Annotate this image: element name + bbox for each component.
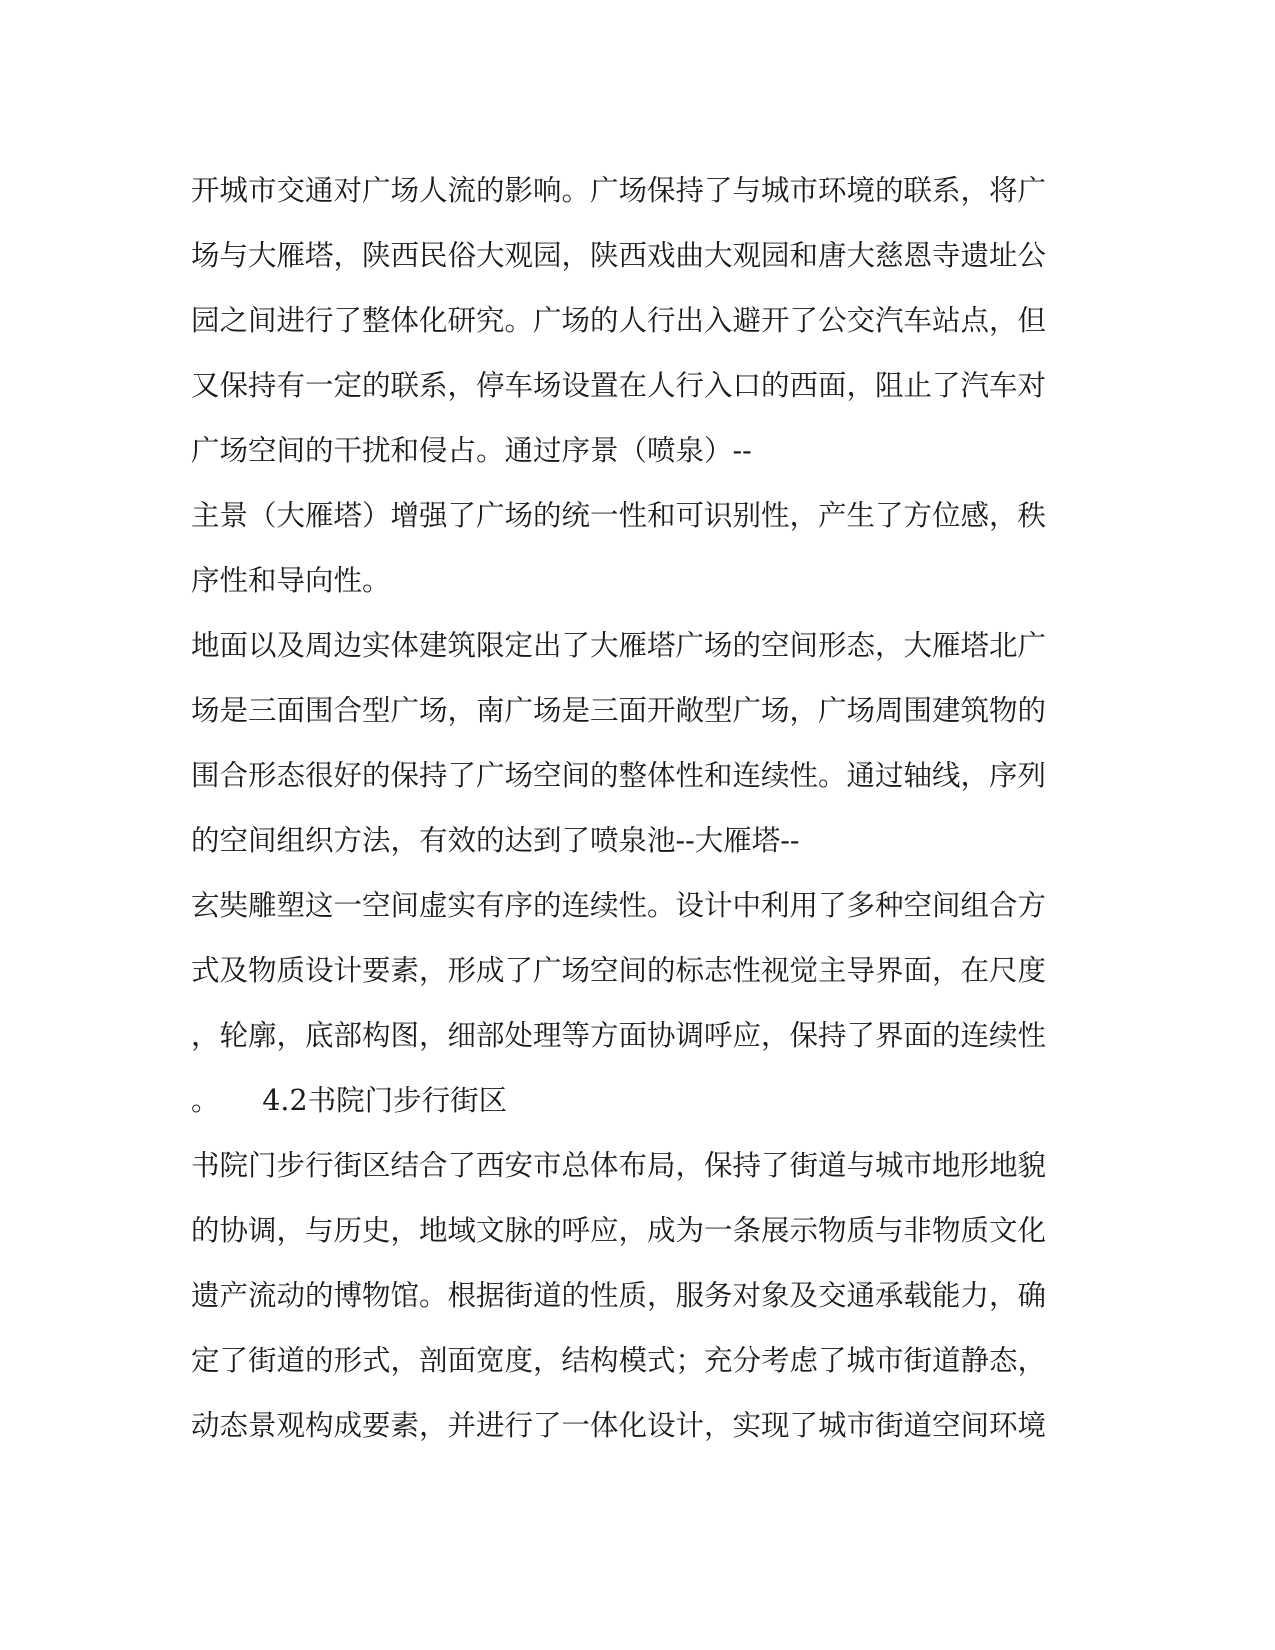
text-line-10: 围合形态很好的保持了广场空间的整体性和连续性。通过轴线，序列 [191, 759, 1047, 792]
text-line-1: 开城市交通对广场人流的影响。广场保持了与城市环境的联系，将广 [191, 174, 1047, 207]
text-line-18: 遗产流动的博物馆。根据街道的性质，服务对象及交通承载能力，确 [191, 1279, 1047, 1312]
text-line-4: 又保持有一定的联系，停车场设置在人行入口的西面，阻止了汽车对 [191, 369, 1047, 402]
text-line-8: 地面以及周边实体建筑限定出了大雁塔广场的空间形态，大雁塔北广 [191, 629, 1047, 662]
text-line-6: 主景（大雁塔）增强了广场的统一性和可识别性，产生了方位感，秩 [191, 499, 1047, 532]
text-line-15: 。 4.2书院门步行街区 [191, 1084, 508, 1117]
text-line-17: 的协调，与历史，地域文脉的呼应，成为一条展示物质与非物质文化 [191, 1214, 1047, 1247]
text-line-9: 场是三面围合型广场，南广场是三面开敞型广场，广场周围建筑物的 [191, 694, 1047, 727]
text-line-5: 广场空间的干扰和侵占。通过序景（喷泉）-- [191, 434, 752, 467]
text-line-2: 场与大雁塔，陕西民俗大观园，陕西戏曲大观园和唐大慈恩寺遗址公 [191, 239, 1047, 272]
text-line-7: 序性和导向性。 [191, 564, 391, 597]
text-line-19: 定了街道的形式，剖面宽度，结构模式；充分考虑了城市街道静态， [191, 1344, 1047, 1377]
text-line-16: 书院门步行街区结合了西安市总体布局，保持了街道与城市地形地貌 [191, 1149, 1047, 1182]
text-line-13: 式及物质设计要素，形成了广场空间的标志性视觉主导界面，在尺度 [191, 954, 1047, 987]
text-line-11: 的空间组织方法，有效的达到了喷泉池--大雁塔-- [191, 824, 800, 857]
text-line-12: 玄奘雕塑这一空间虚实有序的连续性。设计中利用了多种空间组合方 [191, 889, 1047, 922]
body-text [191, 158, 1071, 1458]
text-line-3: 园之间进行了整体化研究。广场的人行出入避开了公交汽车站点，但 [191, 304, 1047, 337]
text-line-14: ，轮廓，底部构图，细部处理等方面协调呼应，保持了界面的连续性 [191, 1019, 1047, 1052]
text-line-20: 动态景观构成要素，并进行了一体化设计，实现了城市街道空间环境 [191, 1409, 1047, 1442]
